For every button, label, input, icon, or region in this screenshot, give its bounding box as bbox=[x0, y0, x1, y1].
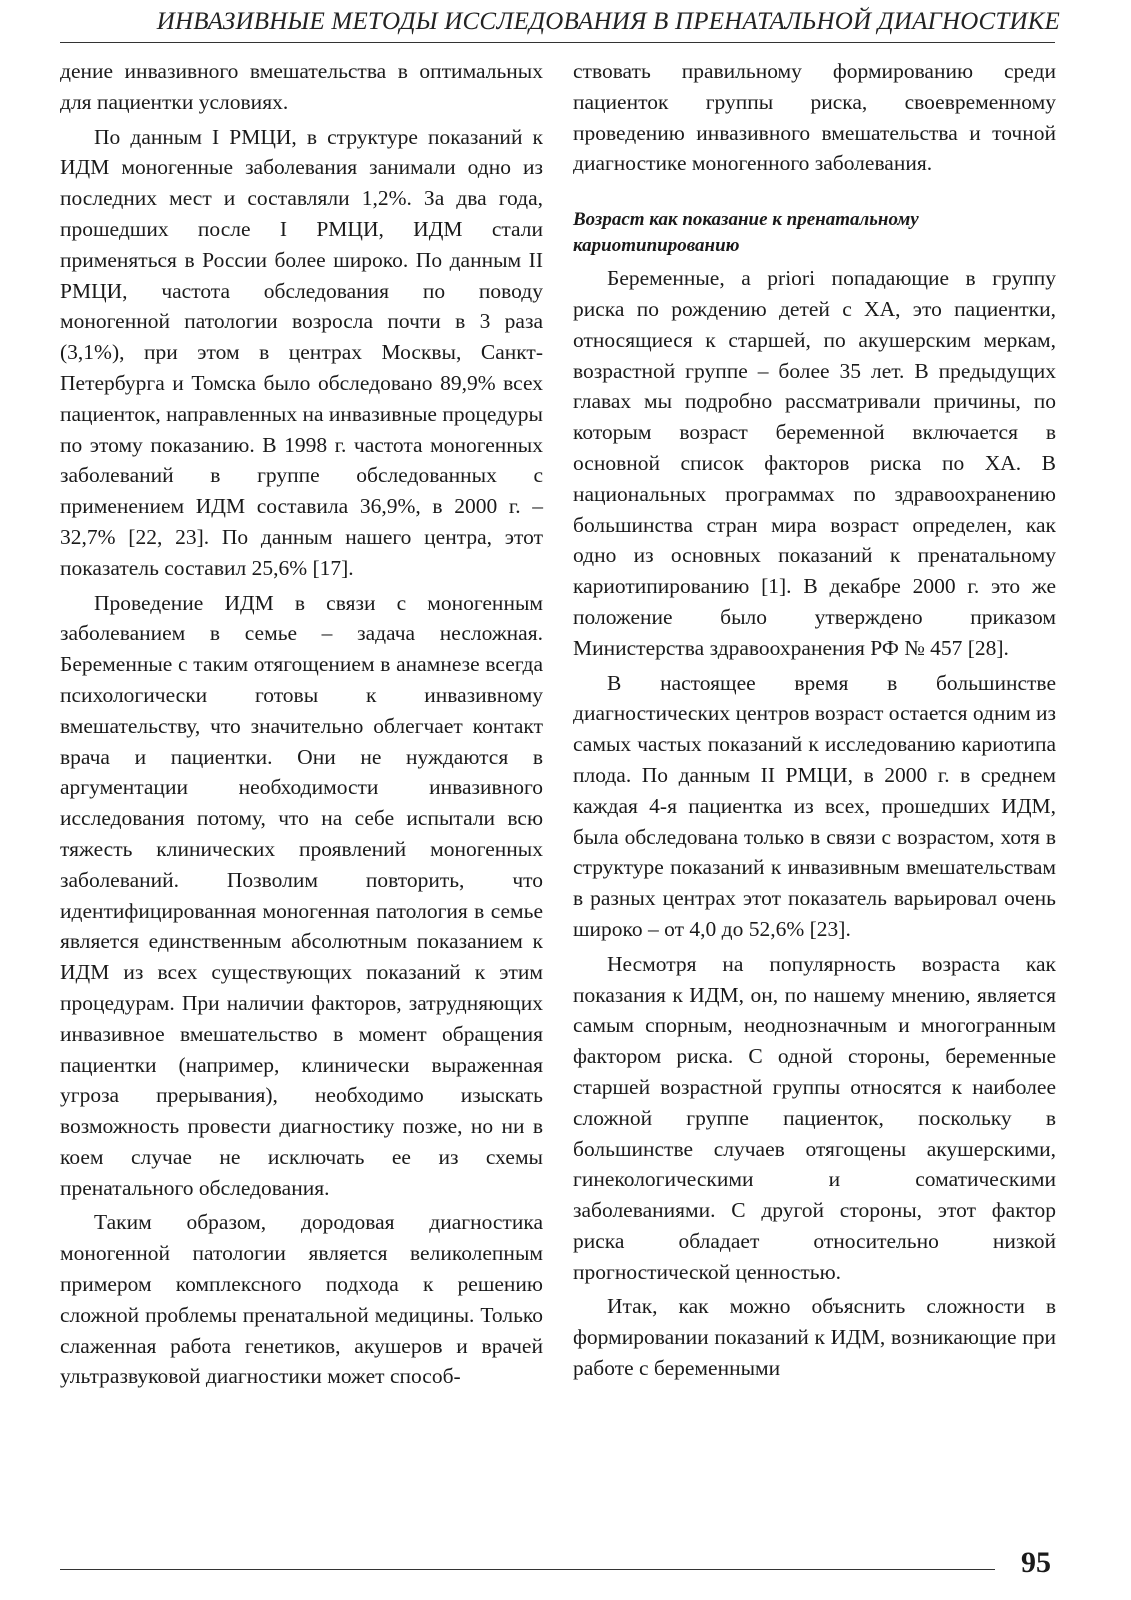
paragraph: Беременные, a priori попадающие в группу риска по рождению детей с ХА, это пациентки, относящиеся к старшей, по акушерским меркам, возрастной группе – более 35 лет. В предыдущих главах мы подробно рассматривали причины, по которым возраст беременной включается в основной список факторов риска по ХА. В национальных программах по здравоохранению большинства стран мира возраст определен, как одно из основных показаний к пренатальному кариотипированию [1]. В декабре 2000 г. это же положение было утверждено приказом Министерства здравоохранения РФ № 457 [28]. bbox=[573, 266, 1056, 660]
right-column bbox=[573, 56, 1056, 1388]
paragraph: Таким образом, дородовая диагностика моногенной патологии является великолепным примером комплексного подхода к решению сложной проблемы пренатальной медицины. Только слаженная работа генетиков, акушеров и врачей ультразвуковой диагностики может способ- bbox=[60, 1210, 543, 1389]
header-divider bbox=[60, 42, 1055, 43]
paragraph-continuation: дение инвазивного вмешательства в оптимальных для пациентки условиях. bbox=[60, 59, 543, 114]
paragraph-continuation: ствовать правильному формированию среди пациенток группы риска, своевременному проведению инвазивного вмешательства и точной диагностике моногенного заболевания. bbox=[573, 59, 1056, 176]
paragraph: Несмотря на популярность возраста как показания к ИДМ, он, по нашему мнению, является самым спорным, неоднозначным и многогранным фактором риска. С одной стороны, беременные старшей возрастной группы относятся к наиболее сложной группе пациенток, поскольку в большинстве случаев отягощены акушерскими, гинекологическими и соматическими заболеваниями. С другой стороны, этот фактор риска обладает относительно низкой прогностической ценностью. bbox=[573, 951, 1056, 1284]
left-column bbox=[60, 56, 543, 1396]
paragraph: В настоящее время в большинстве диагностических центров возраст остается одним из самых частых показаний к исследованию кариотипа плода. По данным II РМЦИ, в 2000 г. в среднем каждая 4-я пациентка из всех, прошедших ИДМ, была обследована только в связи с возрастом, хотя в структуре показаний к инвазивным вмешательствам в разных центрах этот показатель варьировал очень широко – от 4,0 до 52,6% [23]. bbox=[573, 670, 1056, 941]
paragraph: Проведение ИДМ в связи с моногенным заболеванием в семье – задача несложная. Беременные с таким отягощением в анамнезе всегда психологически готовы к инвазивному вмешательству, что значительно облегчает контакт врача и пациентки. Они не нуждаются в аргументации необходимости инвазивного исследования потому, что на себе испытали всю тяжесть клинических проявлений моногенных заболеваний. Позволим повторить, что идентифицированная моногенная патология в семье является единственным абсолютным показанием к ИДМ из всех существующих показаний к этим процедурам. При наличии факторов, затрудняющих инвазивное вмешательство в момент обращения пациентки (например, клинически выраженная угроза прерывания), необходимо изыскать возможность провести диагностику позже, но ни в коем случае не исключать ее из схемы пренатального обследования. bbox=[60, 590, 543, 1200]
paragraph: По данным I РМЦИ, в структуре показаний к ИДМ моногенные заболевания занимали одно из последних мест и составляли 1,2%. За два года, прошедших после I РМЦИ, ИДМ стали применяться в России более широко. По данным II РМЦИ, частота обследования по поводу моногенной патологии возросла почти в 3 раза (3,1%), при этом в центрах Москвы, Санкт-Петербурга и Томска было обследовано 89,9% всех пациенток, направленных на инвазивные процедуры по этому показанию. В 1998 г. частота моногенных заболеваний в группе обследованных с применением ИДМ составила 36,9%, в 2000 г. – 32,7% [22, 23]. По данным нашего центра, этот показатель составил 25,6% [17]. bbox=[60, 124, 543, 580]
section-heading: Возраст как показание к пренатальному кариотипированию bbox=[573, 209, 919, 257]
running-header: ИНВАЗИВНЫЕ МЕТОДЫ ИССЛЕДОВАНИЯ В ПРЕНАТАЛЬНОЙ ДИАГНОСТИКЕ bbox=[156, 8, 1060, 35]
paragraph: Итак, как можно объяснить сложности в формировании показаний к ИДМ, возникающие при работе с беременными bbox=[573, 1294, 1056, 1381]
footer-divider bbox=[60, 1569, 995, 1570]
page-number: 95 bbox=[1021, 1546, 1051, 1579]
